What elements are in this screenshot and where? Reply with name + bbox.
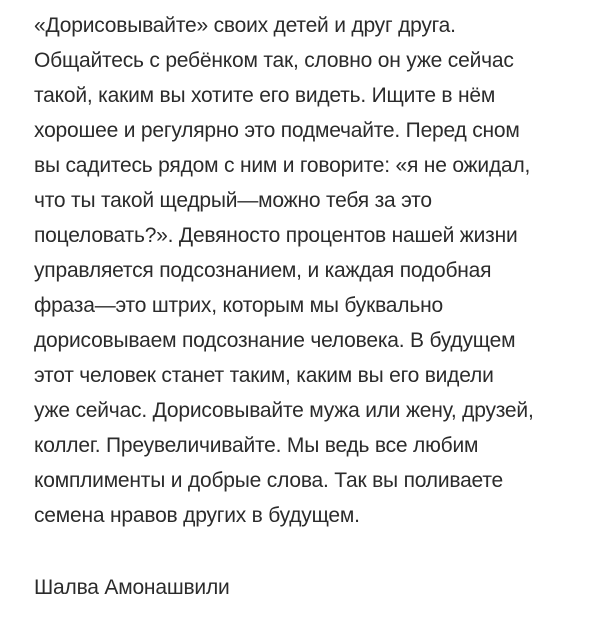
quote-line: такой, каким вы хотите его видеть. Ищите в нём — [34, 84, 496, 107]
quote-line: поцеловать?». Девяносто процентов нашей жизни — [34, 224, 518, 247]
quote-line: комплименты и добрые слова. Так вы поливаете — [34, 469, 503, 492]
quote-line: хорошее и регулярно это подмечайте. Перед сном — [34, 119, 520, 142]
quote-line: дорисовываем подсознание человека. В будущем — [34, 329, 516, 352]
quote-text — [34, 8, 586, 533]
quote-line: Общайтесь с ребёнком так, словно он уже сейчас — [34, 49, 514, 72]
quote-line: управляется подсознанием, и каждая подобная — [34, 259, 492, 282]
quote-line: «Дорисовывайте» своих детей и друг друга. — [34, 14, 456, 37]
quote-line: что ты такой щедрый—можно тебя за это — [34, 189, 432, 212]
quote-line: вы садитесь рядом с ним и говорите: «я не ожидал, — [34, 154, 531, 177]
quote-line: этот человек станет таким, каким вы его видели — [34, 364, 494, 387]
quote-line: фраза—это штрих, которым мы буквально — [34, 294, 443, 317]
quote-document — [34, 8, 586, 605]
quote-line: уже сейчас. Дорисовывайте мужа или жену, друзей, — [34, 399, 534, 422]
quote-author: Шалва Амонашвили — [34, 576, 230, 599]
quote-line: коллег. Преувеличивайте. Мы ведь все любим — [34, 434, 479, 457]
quote-line: семена нравов других в будущем. — [34, 504, 360, 527]
